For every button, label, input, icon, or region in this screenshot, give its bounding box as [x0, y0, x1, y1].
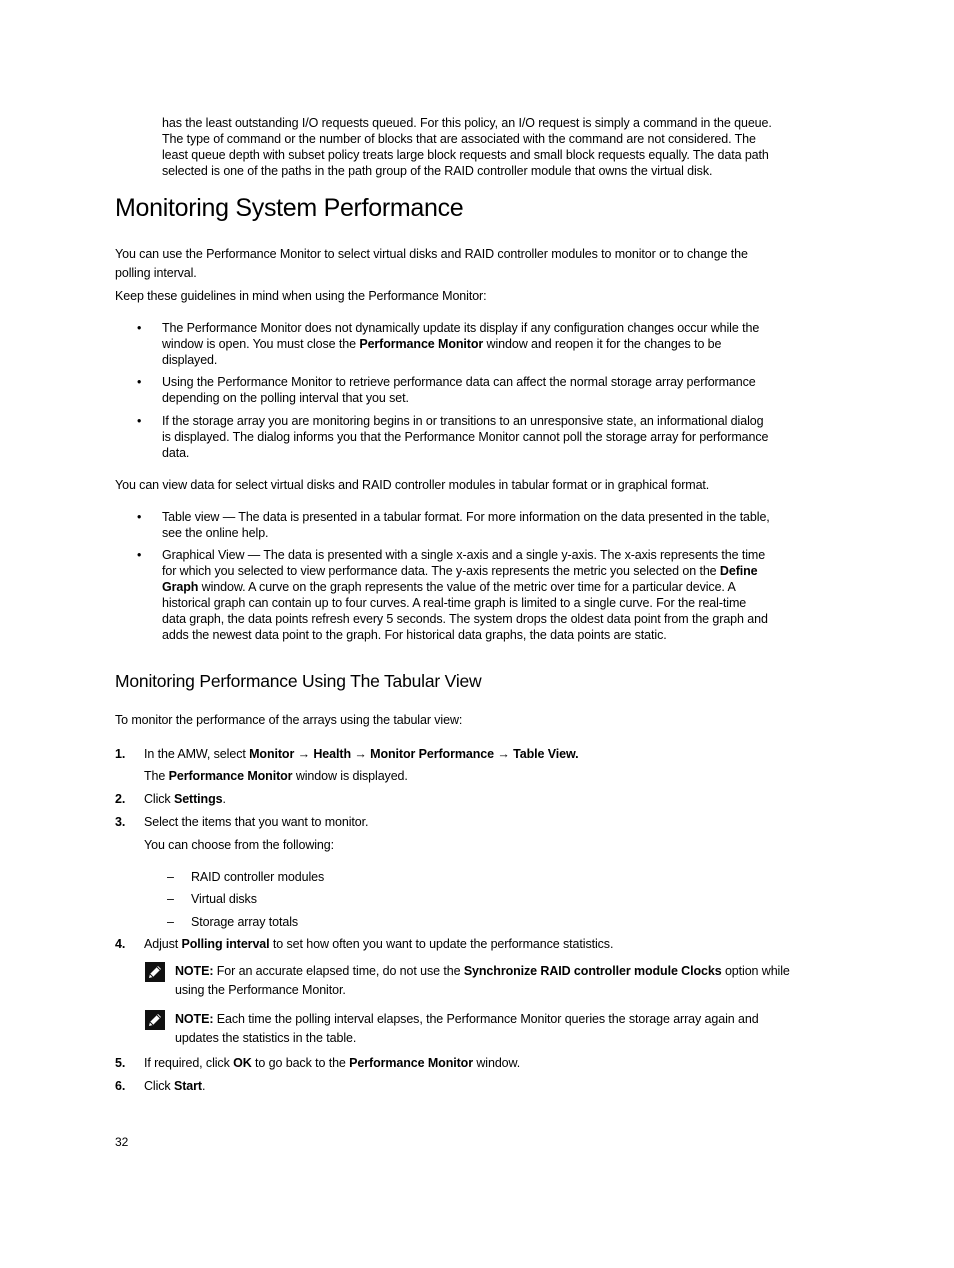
bullet-line: historical graph can contain up to four curves. A real-time graph is limited to a single curve. For the real-time: [162, 596, 747, 610]
bullet-line: data graph, the data points refresh every 5 seconds. The system drops the oldest data point from the graph and: [162, 612, 768, 626]
note-label: NOTE:: [175, 1012, 214, 1026]
section-title: Monitoring System Performance: [115, 194, 464, 222]
paragraph-line: You can use the Performance Monitor to select virtual disks and RAID controller modules to monitor or to change the: [115, 247, 748, 261]
bullet-line: see the online help.: [162, 526, 269, 540]
note-1: NOTE: For an accurate elapsed time, do not use the Synchronize RAID controller module Clocks option while using the Performance Monitor.: [175, 964, 790, 997]
bullet-item: [137, 547, 812, 643]
bullet-line: adds the newest data point to the graph. For historical data graphs, the data points are static.: [162, 628, 667, 642]
step-3-result: You can choose from the following:: [144, 838, 335, 852]
intro-line: The type of command or the number of blocks that are associated with the command are not considered. The: [162, 132, 756, 146]
arrow-icon: →: [294, 747, 314, 761]
note-label: NOTE:: [175, 964, 214, 978]
bullet-line: Graph window. A curve on the graph represents the value of the metric over time for a particular device. A: [162, 580, 736, 594]
subsection-title: Monitoring Performance Using The Tabular View: [115, 671, 482, 691]
subsection-intro: To monitor the performance of the arrays using the tabular view:: [115, 713, 463, 727]
page-number: 32: [115, 1135, 129, 1149]
bullet-item: [137, 374, 812, 406]
option-item: – RAID controller modules: [167, 870, 325, 884]
ui-term: Polling interval: [181, 937, 270, 951]
bullet-line: for which you selected to view performance data. The y-axis represents the metric you selected on the Define: [162, 564, 758, 578]
dash-marker: –: [167, 915, 174, 929]
bullet-line: Using the Performance Monitor to retrieve performance data can affect the normal storage array performance: [162, 375, 756, 389]
ui-term: Start: [173, 1079, 202, 1093]
pencil-note-icon: [145, 1010, 165, 1030]
step-number: 5.: [115, 1056, 126, 1070]
step-5: 5. If required, click OK to go back to the Performance Monitor window.: [115, 1056, 521, 1070]
section-paragraph-3: You can view data for select virtual disks and RAID controller modules in tabular format or in graphical format.: [115, 478, 710, 492]
option-item: – Virtual disks: [167, 892, 257, 906]
section-paragraph-2: Keep these guidelines in mind when using the Performance Monitor:: [115, 289, 487, 303]
ui-term: Graph: [162, 580, 199, 594]
bullet-line: is displayed. The dialog informs you that the Performance Monitor cannot poll the storage array for performance: [162, 430, 769, 444]
intro-line: selected is one of the paths in the path group of the RAID controller module that owns the virtual disk.: [162, 164, 713, 178]
step-number: 6.: [115, 1079, 126, 1093]
bullet-line: The Performance Monitor does not dynamically update its display if any configuration changes occur while the: [162, 321, 760, 335]
bullet-line: window is open. You must close the Performance Monitor window and reopen it for the changes to be: [162, 337, 722, 351]
bullet-dot: •: [137, 510, 142, 524]
ui-term: Settings: [173, 792, 223, 806]
menu-path-table-view: Table View.: [513, 747, 579, 761]
ui-term: Performance Monitor: [349, 1056, 473, 1070]
bullet-dot: •: [137, 321, 142, 335]
step-number: 1.: [115, 747, 126, 761]
bullet-dot: •: [137, 414, 142, 428]
intro-paragraph: [162, 115, 812, 179]
arrow-icon: →: [350, 747, 371, 761]
step-number: 2.: [115, 792, 126, 806]
pencil-note-icon: [145, 962, 165, 982]
bullet-line: data.: [162, 446, 190, 460]
menu-path-health: Health: [313, 747, 351, 761]
bullet-dot: •: [137, 548, 142, 562]
note-2: NOTE: Each time the polling interval elapses, the Performance Monitor queries the storage array again and updates the statistics in the table.: [175, 1012, 759, 1045]
section-paragraph-1: [115, 245, 815, 283]
option-item: – Storage array totals: [167, 915, 299, 929]
step-6: 6. Click Start.: [115, 1079, 206, 1093]
paragraph-line: polling interval.: [115, 266, 197, 280]
ui-term: Synchronize RAID controller module Clocks: [463, 964, 722, 978]
ui-term: Performance Monitor: [168, 769, 293, 783]
step-4: 4. Adjust Polling interval to set how often you want to update the performance statistics.: [115, 937, 614, 951]
ui-term: Performance Monitor: [359, 337, 484, 351]
dash-marker: –: [167, 892, 174, 906]
bullet-line: Table view — The data is presented in a tabular format. For more information on the data presented in the table,: [162, 510, 770, 524]
step-number: 4.: [115, 937, 126, 951]
bullet-dot: •: [137, 375, 142, 389]
step-number: 3.: [115, 815, 126, 829]
step-3: 3. Select the items that you want to monitor.: [115, 815, 369, 829]
menu-path-monitor: Monitor: [249, 747, 295, 761]
step-1-result: The Performance Monitor window is displayed.: [144, 769, 408, 783]
intro-line: has the least outstanding I/O requests queued. For this policy, an I/O request is simply a command in the queue.: [162, 116, 772, 130]
bullet-item: [137, 320, 812, 368]
ui-term: OK: [233, 1056, 252, 1070]
bullet-line: If the storage array you are monitoring begins in or transitions to an unresponsive state, an informational dialog: [162, 414, 764, 428]
bullet-line: depending on the polling interval that you set.: [162, 391, 409, 405]
step-1: 1. In the AMW, select Monitor → Health → Monitor Performance → Table View.: [115, 747, 579, 761]
step-2: 2. Click Settings.: [115, 792, 226, 806]
bullet-line: displayed.: [162, 353, 218, 367]
bullet-line: Graphical View — The data is presented with a single x-axis and a single y-axis. The x-axis represents the time: [162, 548, 766, 562]
bullet-item: [137, 413, 812, 461]
intro-line: least queue depth with subset policy treats large block requests and small block requests equally. The data path: [162, 148, 769, 162]
bullet-item: [137, 509, 812, 541]
menu-path-monitor-performance: Monitor Performance: [370, 747, 494, 761]
dash-marker: –: [167, 870, 174, 884]
ui-term: Define: [719, 564, 758, 578]
arrow-icon: →: [493, 747, 514, 761]
